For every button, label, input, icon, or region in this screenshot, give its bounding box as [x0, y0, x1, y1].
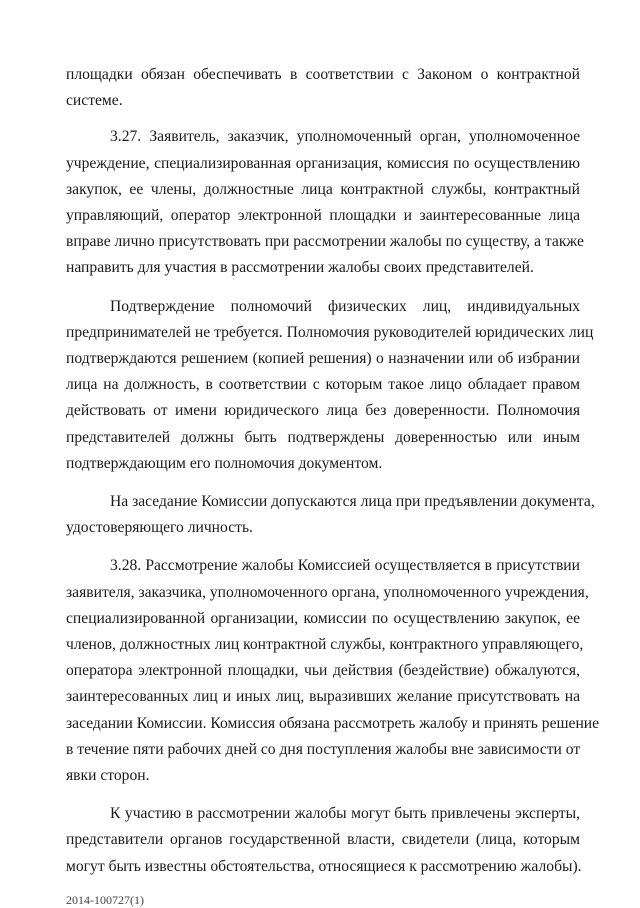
paragraph-experts — [66, 801, 580, 880]
text-line: предпринимателей не требуется. Полномочия руководителей юридических лиц — [66, 323, 594, 341]
paragraph-authority-confirmation — [66, 294, 594, 477]
paragraph-continuation — [66, 62, 580, 114]
paragraph-admission — [66, 489, 595, 541]
text-line: заседании Комиссии. Комиссия обязана рассмотреть жалобу и принять решение — [66, 714, 600, 732]
text-line: лица на должность, в соответствии с которым такое лицо обладает правом — [66, 376, 580, 394]
text-line: удостоверяющего личность. — [66, 519, 253, 537]
text-line: учреждение, специализированная организация, комиссия по осуществлению — [66, 154, 580, 172]
text-line: площадки обязан обеспечивать в соответствии с Законом о контрактной — [66, 66, 580, 83]
text-line: управляющий, оператор электронной площадки и заинтересованные лица — [66, 207, 580, 225]
text-line: представители органов государственной власти, свидетели (лица, которым — [66, 831, 580, 849]
text-line: закупок, ее члены, должностные лица контрактной службы, контрактный — [66, 180, 580, 198]
text-line: 3.28. Рассмотрение жалобы Комиссией осуществляется в присутствии — [110, 557, 580, 575]
text-line: направить для участия в рассмотрении жалобы своих представителей. — [66, 259, 534, 277]
paragraph-3-28 — [66, 553, 600, 789]
text-line: членов, должностных лиц контрактной службы, контрактного управляющего, — [66, 636, 584, 654]
text-line: Подтверждение полномочий физических лиц, индивидуальных — [110, 297, 580, 315]
document-footer-code: 2014-100727(1) — [66, 893, 144, 907]
text-line: вправе лично присутствовать при рассмотрении жалобы по существу, а также — [66, 233, 584, 251]
text-line: подтверждающим его полномочия документом. — [66, 454, 383, 472]
text-line: К участию в рассмотрении жалобы могут быть привлечены эксперты, — [110, 805, 580, 823]
text-line: действовать от имени юридического лица без доверенности. Полномочия — [66, 402, 580, 420]
paragraph-3-27 — [66, 124, 584, 281]
text-line: в течение пяти рабочих дней со дня поступления жалобы вне зависимости от — [66, 740, 581, 758]
document-page — [66, 62, 600, 880]
text-line: могут быть известны обстоятельства, относящиеся к рассмотрению жалобы). — [66, 857, 582, 875]
text-line: подтверждаются решением (копией решения) о назначении или об избрании — [66, 350, 580, 368]
text-line: явки сторон. — [66, 767, 150, 785]
text-line: представителей должны быть подтверждены доверенностью или иным — [66, 428, 580, 446]
text-line: системе. — [66, 92, 123, 110]
text-line: заявителя, заказчика, уполномоченного органа, уполномоченного учреждения, — [66, 583, 589, 601]
text-line: оператора электронной площадки, чьи действия (бездействие) обжалуются, — [66, 662, 580, 680]
text-line: заинтересованных лиц и иных лиц, выразивших желание присутствовать на — [66, 688, 580, 706]
text-line: 3.27. Заявитель, заказчик, уполномоченный орган, уполномоченное — [110, 128, 580, 146]
text-line: специализированной организации, комиссии по осуществлению закупок, ее — [66, 609, 580, 627]
text-line: На заседание Комиссии допускаются лица при предъявлении документа, — [110, 493, 595, 511]
